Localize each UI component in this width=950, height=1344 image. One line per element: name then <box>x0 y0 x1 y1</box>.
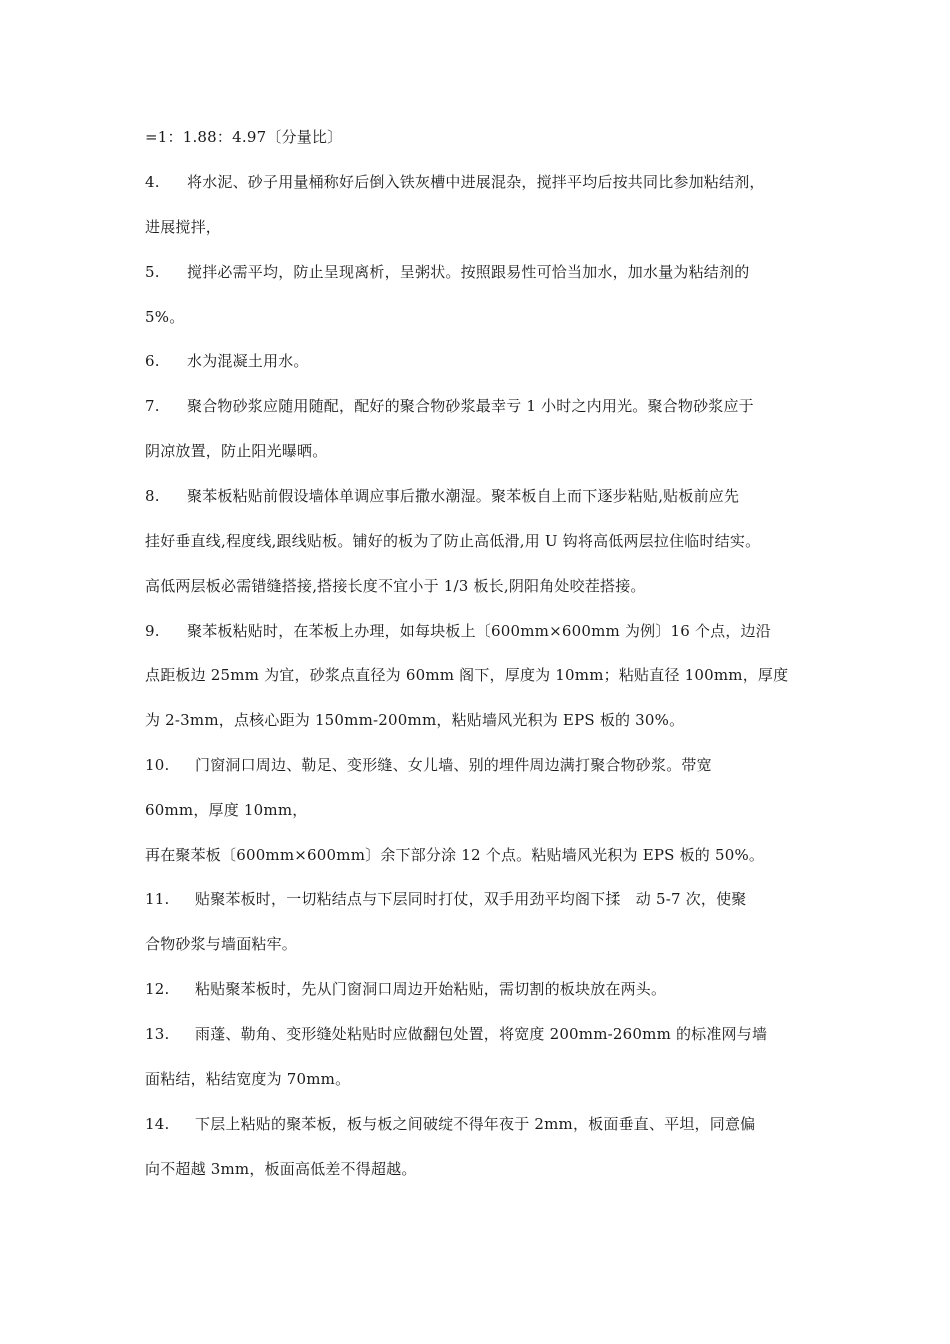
item-number: 14. <box>145 1115 170 1133</box>
text-line <box>145 441 327 461</box>
item-number: 6. <box>145 352 160 370</box>
line-text: 60mm，厚度 10mm， <box>145 801 308 819</box>
item-number: 5. <box>145 263 160 281</box>
line-text: 下层上粘贴的聚苯板，板与板之间破绽不得年夜于 2mm，板面垂直、平坦，同意偏 <box>195 1115 756 1133</box>
item-number: 9. <box>145 622 160 640</box>
text-line <box>145 800 307 820</box>
text-line <box>145 1069 350 1089</box>
text-line <box>145 845 764 865</box>
text-line <box>145 710 684 730</box>
line-text: 点距板边 25mm 为宜，砂浆点直径为 60mm 阁下，厚度为 10mm；粘贴直径 100mm，厚度 <box>145 666 789 684</box>
line-text: 水为混凝土用水。 <box>187 352 309 370</box>
list-item-10 <box>145 755 712 775</box>
list-item-13 <box>145 1024 767 1044</box>
line-text: 门窗洞口周边、勒足、变形缝、女儿墙、别的埋件周边满打聚合物砂浆。带宽 <box>195 756 712 774</box>
line-text: 为 2-3mm，点核心距为 150mm-200mm，粘贴墙风光积为 EPS 板的 30%。 <box>145 711 685 729</box>
item-number: 4. <box>145 173 160 191</box>
list-item-5 <box>145 262 749 282</box>
line-text: 贴聚苯板时，一切粘结点与下层同时打仗，双手用劲平均阁下揉 动 5-7 次，使聚 <box>195 890 747 908</box>
line-text: 搅拌必需平均，防止呈现离析，呈粥状。按照跟易性可恰当加水，加水量为粘结剂的 <box>187 263 750 281</box>
line-text: =1：1.88：4.97〔分量比〕 <box>145 128 343 146</box>
list-item-9 <box>145 621 771 641</box>
text-line <box>145 1159 417 1179</box>
item-number: 12. <box>145 980 170 998</box>
line-text: 挂好垂直线,程度线,跟线贴板。铺好的板为了防止高低滑,用 U 钩将高低两层拉住临时结实。 <box>145 532 761 550</box>
list-item-11 <box>145 889 747 909</box>
line-text: 面粘结，粘结宽度为 70mm。 <box>145 1070 351 1088</box>
item-number: 13. <box>145 1025 170 1043</box>
list-item-8 <box>145 486 739 506</box>
list-item-14 <box>145 1114 755 1134</box>
line-text: 进展搅拌， <box>145 218 222 236</box>
text-line <box>145 576 646 596</box>
item-number: 8. <box>145 487 160 505</box>
item-number: 11. <box>145 890 170 908</box>
line-text: 5%。 <box>145 308 185 326</box>
list-item-4 <box>145 172 765 192</box>
line-text: 向不超越 3mm，板面高低差不得超越。 <box>145 1160 417 1178</box>
line-text: 合物砂浆与墙面粘牢。 <box>145 935 298 953</box>
line-text: 粘贴聚苯板时，先从门窗洞口周边开始粘贴，需切割的板块放在两头。 <box>195 980 667 998</box>
line-text: 高低两层板必需错缝搭接,搭接长度不宜小于 1/3 板长,阴阳角处咬茬搭接。 <box>145 577 646 595</box>
line-text: 再在聚苯板〔600mm×600mm〕余下部分涂 12 个点。粘贴墙风光积为 EPS 板的 50%。 <box>145 846 765 864</box>
text-line <box>145 934 297 954</box>
line-text: 聚苯板粘贴时，在苯板上办理，如每块板上〔600mm×600mm 为例〕16 个点，边沿 <box>187 622 771 640</box>
list-item-12 <box>145 979 666 999</box>
text-line <box>145 127 342 147</box>
list-item-7 <box>145 396 754 416</box>
text-line <box>145 531 760 551</box>
list-item-6 <box>145 351 309 371</box>
text-line <box>145 217 221 237</box>
item-number: 10. <box>145 756 170 774</box>
text-line <box>145 665 788 685</box>
line-text: 将水泥、砂子用量桶称好后倒入铁灰槽中进展混杂，搅拌平均后按共同比参加粘结剂， <box>187 173 765 191</box>
line-text: 雨蓬、勒角、变形缝处粘贴时应做翻包处置，将宽度 200mm-260mm 的标准网与墙 <box>195 1025 768 1043</box>
line-text: 聚苯板粘贴前假设墙体单调应事后撒水潮湿。聚苯板自上而下逐步粘贴,贴板前应先 <box>187 487 740 505</box>
line-text: 阴凉放置，防止阳光曝晒。 <box>145 442 328 460</box>
item-number: 7. <box>145 397 160 415</box>
line-text: 聚合物砂浆应随用随配，配好的聚合物砂浆最幸亏 1 小时之内用光。聚合物砂浆应于 <box>187 397 754 415</box>
text-line <box>145 307 184 327</box>
